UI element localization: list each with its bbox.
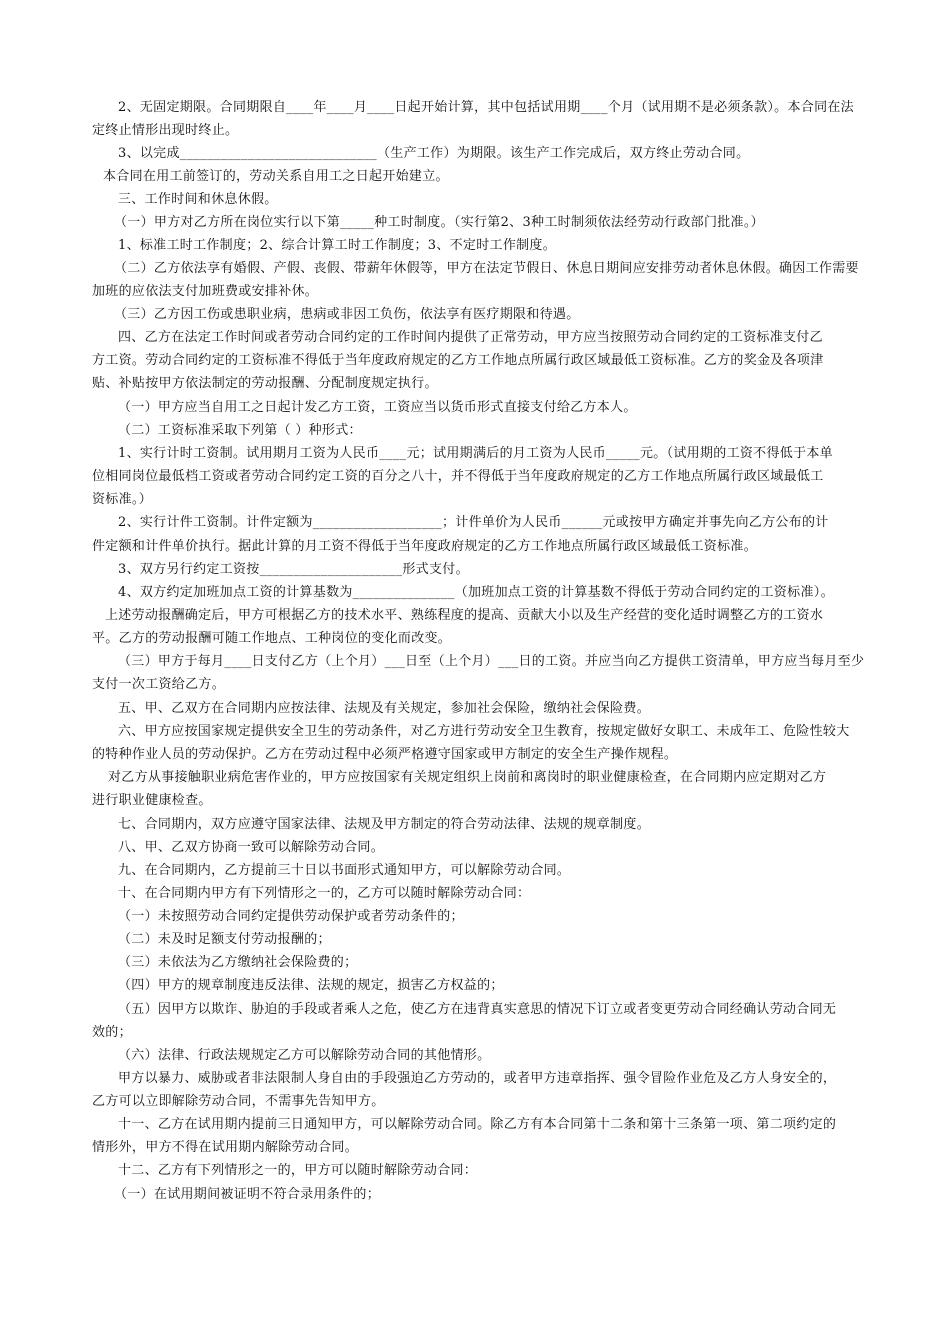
text-line: （一）在试用期间被证明不符合录用条件的； bbox=[114, 1187, 381, 1202]
text-line: 十一、乙方在试用期内提前三日通知甲方，可以解除劳动合同。除乙方有本合同第十二条和第十三条第一项、第二项约定的 bbox=[118, 1117, 837, 1132]
text-line: 七、合同期内，双方应遵守国家法律、法规及甲方制定的符合劳动法律、法规的规章制度。 bbox=[118, 817, 651, 832]
text-line: （二）未及时足额支付劳动报酬的； bbox=[118, 932, 331, 947]
text-line: 4、双方约定加班加点工资的计算基数为_______________（加班加点工资的计算基数不得低于劳动合同约定的工资标准）。 bbox=[118, 585, 834, 600]
text-line: 加班的应依法支付加班费或安排补休。 bbox=[92, 284, 319, 299]
text-line: 三、工作时间和休息休假。 bbox=[118, 192, 278, 207]
text-line: （二）乙方依法享有婚假、产假、丧假、带薪年休假等，甲方在法定节假日、休息日期间应安排劳动者休息休假。确因工作需要 bbox=[114, 261, 859, 276]
text-line: （四）甲方的规章制度违反法律、法规的规定，损害乙方权益的； bbox=[118, 978, 504, 993]
text-line: （六）法律、行政法规规定乙方可以解除劳动合同的其他情形。 bbox=[118, 1048, 491, 1063]
text-line: 3、以完成_____________________________（生产工作）为期限。该生产工作完成后，双方终止劳动合同。 bbox=[118, 146, 750, 161]
text-line: （一）甲方应当自用工之日起计发乙方工资，工资应当以货币形式直接支付给乙方本人。 bbox=[118, 400, 637, 415]
text-line: 1、标准工时工作制度；2、综合计算工时工作制度；3、不定时工作制度。 bbox=[118, 238, 557, 253]
text-line: 定终止情形出现时终止。 bbox=[92, 123, 239, 138]
text-line: 2、实行计件工资制。计件定额为___________________；计件单价为人民币______元或按甲方确定并事先向乙方公布的计 bbox=[118, 515, 829, 530]
text-line: （三）未依法为乙方缴纳社会保险费的； bbox=[118, 955, 358, 970]
text-line: （三）甲方于每月____日支付乙方（上个月）___日至（上个月）___日的工资。并应当向乙方提供工资清单，甲方应当每月至少 bbox=[118, 654, 865, 669]
text-line: （一）未按照劳动合同约定提供劳动保护或者劳动条件的； bbox=[118, 909, 464, 924]
text-line: 十二、乙方有下列情形之一的，甲方可以随时解除劳动合同： bbox=[118, 1163, 478, 1178]
text-line: 3、双方另行约定工资按_____________________形式支付。 bbox=[118, 562, 469, 577]
text-line: 位相同岗位最低档工资或者劳动合同约定工资的百分之八十，并不得低于当年度政府规定的乙方工作地点所属行政区域最低工 bbox=[92, 469, 824, 484]
text-line: （二）工资标准采取下列第（ ）种形式： bbox=[118, 423, 362, 438]
text-line: 效的； bbox=[92, 1025, 132, 1040]
text-line: （一）甲方对乙方所在岗位实行以下第_____种工时制度。（实行第2、3种工时制须依法经劳动行政部门批准。） bbox=[114, 215, 764, 230]
text-line: 上述劳动报酬确定后，甲方可根据乙方的技术水平、熟练程度的提高、贡献大小以及生产经营的变化适时调整乙方的工资水 bbox=[105, 608, 824, 623]
text-line: 五、甲、乙双方在合同期内应按法律、法规及有关规定，参加社会保险，缴纳社会保险费。 bbox=[118, 701, 651, 716]
text-line: 支付一次工资给乙方。 bbox=[92, 677, 226, 692]
text-line: 十、在合同期内甲方有下列情形之一的，乙方可以随时解除劳动合同： bbox=[118, 886, 531, 901]
text-line: 九、在合同期内，乙方提前三十日以书面形式通知甲方，可以解除劳动合同。 bbox=[118, 863, 571, 878]
text-line: 八、甲、乙双方协商一致可以解除劳动合同。 bbox=[118, 840, 385, 855]
text-line: 六、甲方应按国家规定提供安全卫生的劳动条件，对乙方进行劳动安全卫生教育，按规定做好女职工、未成年工、危险性较大 bbox=[118, 724, 850, 739]
text-line: 的特种作业人员的劳动保护。乙方在劳动过程中必须严格遵守国家或甲方制定的安全生产操作规程。 bbox=[92, 747, 678, 762]
text-line: 本合同在用工前签订的，劳动关系自用工之日起开始建立。 bbox=[103, 169, 449, 184]
text-line: 方工资。劳动合同约定的工资标准不得低于当年度政府规定的乙方工作地点所属行政区域最低工资标准。乙方的奖金及各项津 bbox=[92, 353, 824, 368]
text-line: 平。乙方的劳动报酬可随工作地点、工种岗位的变化而改变。 bbox=[92, 631, 452, 646]
text-line: 2、无固定期限。合同期限自____年____月____日起开始计算，其中包括试用期____个月（试用期不是必须条款）。本合同在法 bbox=[118, 100, 854, 115]
text-line: 对乙方从事接触职业病危害作业的，甲方应按国家有关规定组织上岗前和离岗时的职业健康检查，在合同期内应定期对乙方 bbox=[108, 770, 827, 785]
text-line: 进行职业健康检查。 bbox=[92, 793, 212, 808]
text-line: 四、乙方在法定工作时间或者劳动合同约定的工作时间内提供了正常劳动，甲方应当按照劳动合同约定的工资标准支付乙 bbox=[118, 330, 823, 345]
text-line: 乙方可以立即解除劳动合同，不需事先告知甲方。 bbox=[92, 1094, 385, 1109]
text-line: （三）乙方因工伤或患职业病，患病或非因工负伤，依法享有医疗期限和待遇。 bbox=[114, 307, 580, 322]
text-line: （五）因甲方以欺诈、胁迫的手段或者乘人之危，使乙方在违背真实意思的情况下订立或者变更劳动合同经确认劳动合同无 bbox=[118, 1002, 837, 1017]
text-line: 甲方以暴力、威胁或者非法限制人身自由的手段强迫乙方劳动的，或者甲方违章指挥、强令冒险作业危及乙方人身安全的， bbox=[118, 1071, 837, 1086]
text-line: 情形外，甲方不得在试用期内解除劳动合同。 bbox=[92, 1140, 359, 1155]
text-line: 1、实行计时工资制。试用期月工资为人民币____元；试用期满后的月工资为人民币_____元。（试用期的工资不得低于本单 bbox=[118, 446, 833, 461]
text-line: 贴、补贴按甲方依法制定的劳动报酬、分配制度规定执行。 bbox=[92, 376, 438, 391]
text-line: 件定额和计件单价执行。据此计算的月工资不得低于当年度政府规定的乙方工作地点所属行政区域最低工资标准。 bbox=[92, 539, 758, 554]
text-line: 资标准。） bbox=[92, 492, 153, 507]
